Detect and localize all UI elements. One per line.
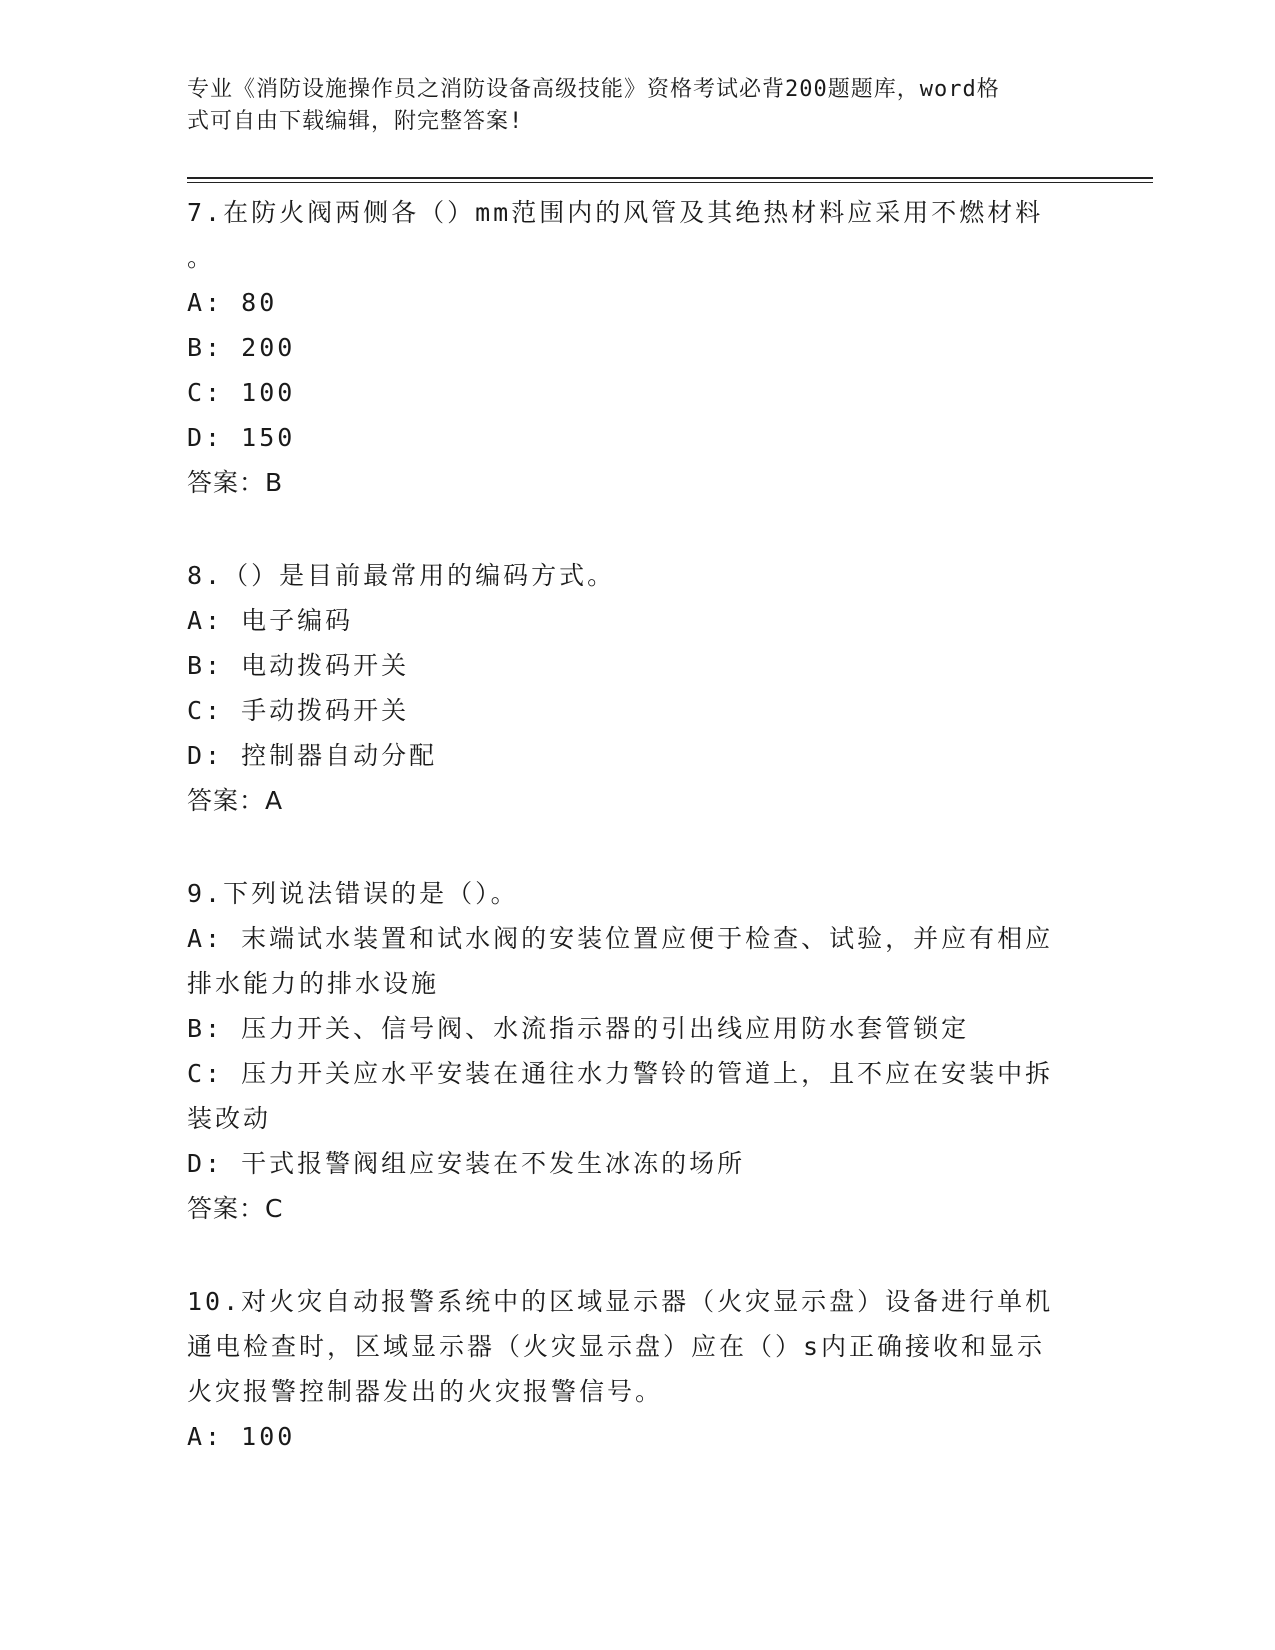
option-b: B: 200 xyxy=(187,333,296,362)
option-d: D: 干式报警阀组应安装在不发生冰冻的场所 xyxy=(187,1149,746,1178)
option-c: C: 压力开关应水平安装在通往水力警铃的管道上，且不应在安装中拆 xyxy=(187,1059,1054,1088)
document-header xyxy=(187,74,1067,138)
option-b: B: 电动拨码开关 xyxy=(187,651,410,680)
header-line-2: 式可自由下载编辑，附完整答案! xyxy=(187,109,524,134)
option-c-continued: 装改动 xyxy=(187,1104,272,1133)
question-stem: 9.下列说法错误的是（）。 xyxy=(187,879,519,908)
question-block xyxy=(187,553,1087,823)
option-d: D: 150 xyxy=(187,423,296,452)
question-block xyxy=(187,871,1087,1231)
option-a: A: 80 xyxy=(187,288,278,317)
question-stem: 火灾报警控制器发出的火灾报警信号。 xyxy=(187,1377,664,1406)
question-stem: 10.对火灾自动报警系统中的区域显示器（火灾显示盘）设备进行单机 xyxy=(187,1287,1054,1316)
question-stem: 。 xyxy=(187,243,216,272)
option-c: C: 手动拨码开关 xyxy=(187,696,410,725)
question-block xyxy=(187,190,1087,505)
option-a: A: 100 xyxy=(187,1422,296,1451)
header-line-1: 专业《消防设施操作员之消防设备高级技能》资格考试必背200题题库，word格 xyxy=(187,77,1000,102)
answer-label: 答案：C xyxy=(187,1194,284,1223)
question-stem: 8.（）是目前最常用的编码方式。 xyxy=(187,561,616,590)
option-c: C: 100 xyxy=(187,378,296,407)
option-d: D: 控制器自动分配 xyxy=(187,741,438,770)
option-a: A: 电子编码 xyxy=(187,606,354,635)
header-divider-thick xyxy=(187,177,1153,179)
answer-label: 答案：A xyxy=(187,786,284,815)
question-stem: 通电检查时，区域显示器（火灾显示盘）应在（）s内正确接收和显示 xyxy=(187,1332,1046,1361)
option-a-continued: 排水能力的排水设施 xyxy=(187,969,440,998)
question-stem: 7.在防火阀两侧各（）mm范围内的风管及其绝热材料应采用不燃材料 xyxy=(187,198,1044,227)
question-block xyxy=(187,1279,1087,1459)
header-divider-thin xyxy=(187,182,1153,183)
question-list xyxy=(187,190,1087,1459)
option-b: B: 压力开关、信号阀、水流指示器的引出线应用防水套管锁定 xyxy=(187,1014,970,1043)
answer-label: 答案：B xyxy=(187,468,284,497)
option-a: A: 末端试水装置和试水阀的安装位置应便于检查、试验，并应有相应 xyxy=(187,924,1054,953)
